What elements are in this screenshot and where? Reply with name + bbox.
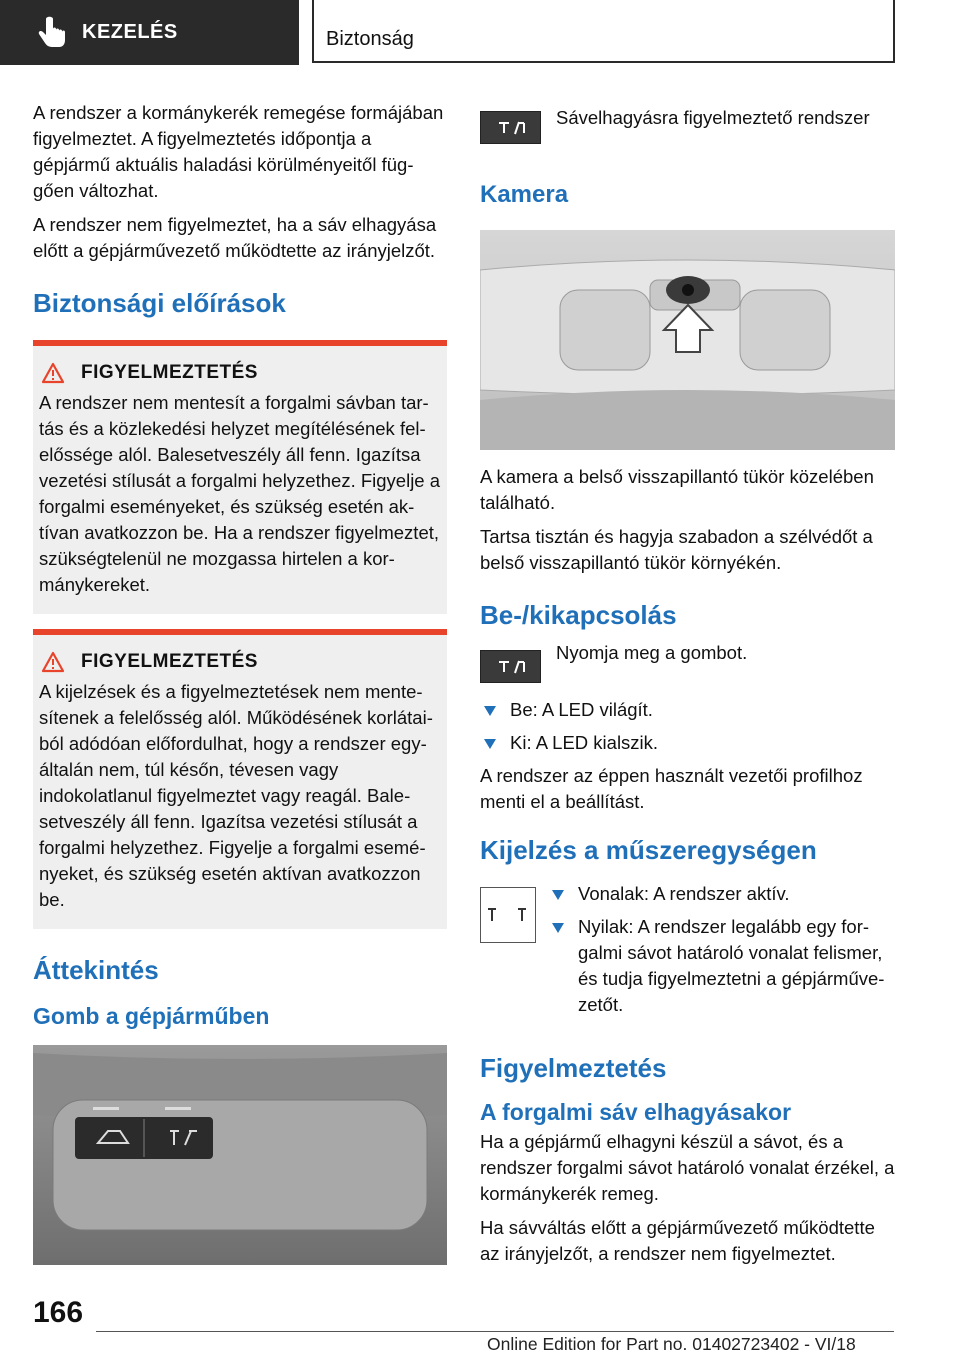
section-header (312, 0, 895, 63)
lane-subheading: A forgalmi sáv elhagyásakor (480, 1099, 792, 1125)
vehicle-button-photo (33, 1045, 447, 1265)
camera-text-2: Tartsa tisztán és hagyja szabadon a szélvédőt a belső visszapillantó tükör környékén. (480, 526, 873, 573)
lane-departure-icon (491, 657, 531, 677)
onoff-text: Nyomja meg a gombot. (556, 642, 748, 663)
onoff-list (480, 697, 895, 756)
lane-text-1: Ha a gépjármű elhagyni készül a sávot, és a rendszer forgalmi sávot határoló vonalat érzékel, a kormánykerék remeg. (480, 1131, 895, 1204)
warning-triangle-icon (41, 651, 65, 673)
page-number: 166 (33, 1296, 84, 1329)
warning-title: FIGYELMEZTETÉS (81, 362, 258, 383)
left-column (33, 100, 447, 1265)
warning-text: A rendszer nem mentesít a forgalmi sávban tartás és a közlekedési helyzet megítélésének felelőssége alól. Balesetveszély áll fenn. Igazítsa vezetési stílusát a forgalmi helyzethez. Figyelje a forgalmi eseményeket, és szükség esetén aktívan avatkozzon be. Ha a rendszer figyelmeztet, szükségtelenül ne mozgassa hirtelen a kormánykereket. (39, 392, 441, 595)
display-row (480, 881, 895, 1025)
onoff-heading: Be-/kikapcsolás (480, 600, 677, 630)
warning-heading: Figyelmeztetés (480, 1053, 667, 1083)
overview-heading: Áttekintés (33, 955, 159, 985)
hand-pointer-icon (32, 13, 72, 53)
lane-departure-button-row (480, 105, 895, 144)
edition-text: Online Edition for Part no. 01402723402 - VI/18 (487, 1334, 856, 1354)
camera-heading: Kamera (480, 181, 569, 208)
footer-divider (96, 1331, 894, 1332)
button-caption: Sávelhagyásra figyelmeztető rendszer (556, 107, 870, 128)
list-item: Be: A LED világít. (480, 697, 895, 723)
list-item: Vonalak: A rendszer aktív. (548, 881, 895, 907)
section-title: Biztonság (326, 28, 414, 50)
warning-triangle-icon (41, 362, 65, 384)
lane-text-2: Ha sávváltás előtt a gépjárművezető működtette az irányjelzőt, a rendszer nem figyelmeztet. (480, 1217, 875, 1264)
lane-lines-indicator-icon (480, 887, 536, 943)
camera-photo (480, 230, 895, 450)
chapter-tab (0, 0, 299, 65)
warning-box-1 (33, 340, 447, 614)
display-list (548, 881, 895, 1025)
lane-departure-button (480, 111, 541, 144)
list-item: Ki: A LED kialszik. (480, 730, 895, 756)
camera-text-1: A kamera a belső visszapillantó tükör közelében található. (480, 466, 874, 513)
intro-paragraph-1: A rendszer a kormánykerék remegése formájában figyelmeztet. A figyelmeztetés időpontja a gépjármű aktuális haladási körülményeitől függően változhat. (33, 102, 444, 201)
safety-heading: Biztonsági előírások (33, 288, 286, 318)
warning-text: A kijelzések és a figyelmeztetések nem mentesítenek a felelősség alól. Működésének korlátaiból adódóan előfordulhat, hogy a rendszer egyáltalán nem, túl későn, tévesen vagy indokolatlanul figyelmeztet vagy reagál. Balesetveszély áll fenn. Igazítsa vezetési stílusát a forgalmi helyzethez. Figyelje a forgalmi eseményeket, és szükség esetén aktívan avatkozzon be. (39, 681, 433, 910)
warning-title: FIGYELMEZTETÉS (81, 651, 258, 672)
chapter-label: KEZELÉS (82, 21, 178, 43)
right-column (480, 105, 895, 1275)
display-heading: Kijelzés a műszeregységen (480, 835, 817, 865)
list-item: Nyilak: A rendszer legalább egy forgalmi sávot határoló vonalat felismer, és tudja figyelmeztetni a gépjárművezetőt. (548, 914, 895, 1018)
onoff-note: A rendszer az éppen használt vezetői profilhoz menti el a beállítást. (480, 765, 863, 812)
button-subheading: Gomb a gépjárműben (33, 1003, 270, 1029)
intro-paragraph-2: A rendszer nem figyelmeztet, ha a sáv elhagyása előtt a gépjárművezető működtette az irányjelzőt. (33, 214, 437, 261)
lane-departure-button (480, 650, 541, 683)
warning-box-2 (33, 629, 447, 929)
onoff-button-row (480, 640, 895, 683)
lane-departure-icon (491, 118, 531, 138)
